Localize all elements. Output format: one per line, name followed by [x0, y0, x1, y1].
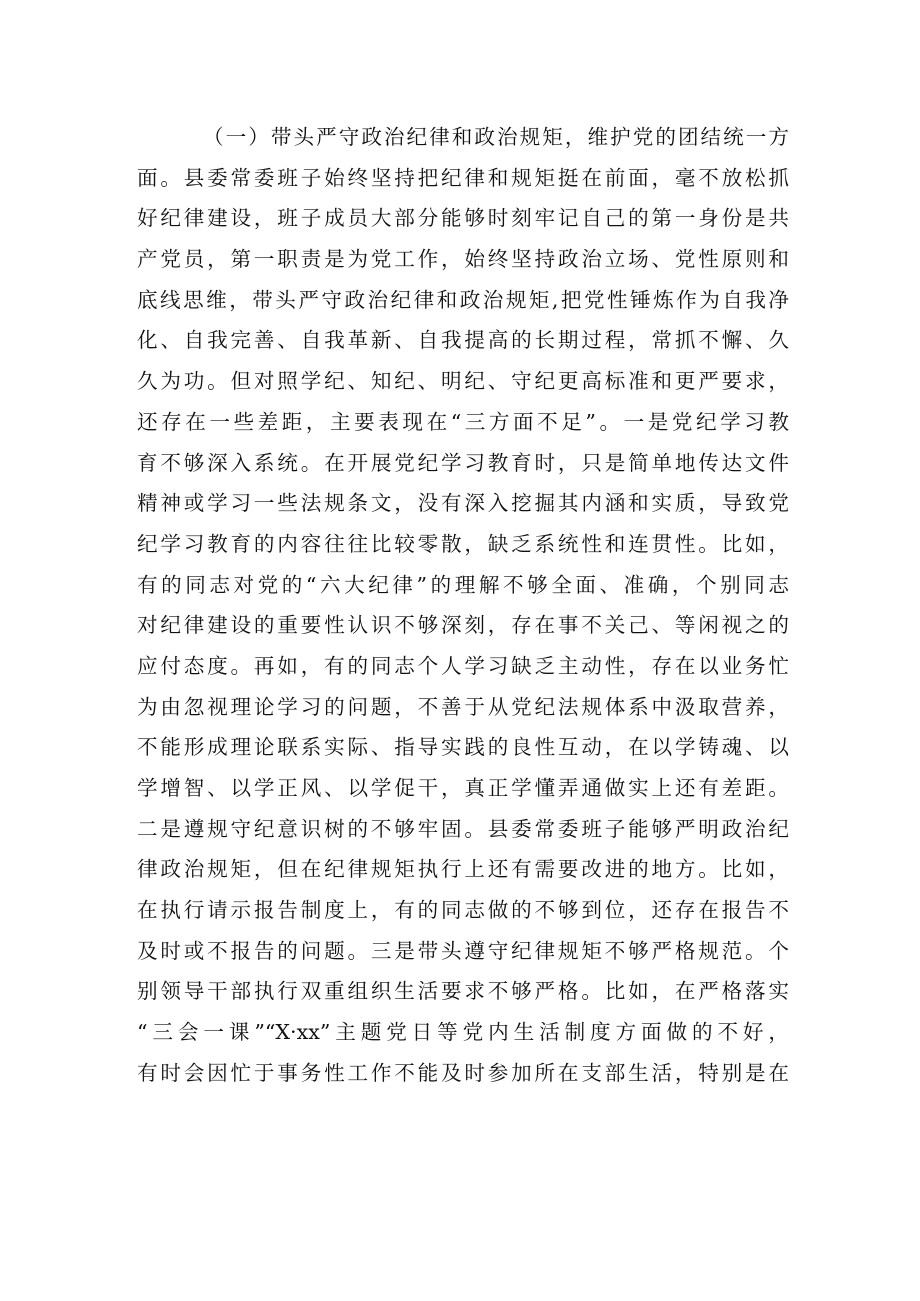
text-line: 律政治规矩，但在纪律规矩执行上还有需要改进的地方。比如，: [137, 857, 789, 882]
text-line: 应付态度。再如，有的同志个人学习缺乏主动性，存在以业务忙: [137, 653, 789, 678]
text-line: 精神或学习一些法规条文，没有深入挖掘其内涵和实质，导致党: [137, 491, 789, 516]
text-line: 对纪律建设的重要性认识不够深刻，存在事不关己、等闲视之的: [137, 613, 789, 638]
text-line: 底线思维，带头严守政治纪律和政治规矩,把党性锤炼作为自我净: [137, 287, 789, 312]
body-text: [137, 117, 789, 1094]
text-line: 产党员，第一职责是为党工作，始终坚持政治立场、党性原则和: [137, 247, 789, 272]
text-line: 久为功。但对照学纪、知纪、明纪、守纪更高标准和更严要求，: [137, 369, 789, 394]
text-line: 还存在一些差距，主要表现在“三方面不足”。一是党纪学习教: [137, 409, 789, 434]
text-line: 纪学习教育的内容往往比较零散，缺乏系统性和连贯性。比如，: [137, 531, 789, 556]
text-line: 面。县委常委班子始终坚持把纪律和规矩挺在前面，毫不放松抓: [137, 165, 789, 190]
text-line: 化、自我完善、自我革新、自我提高的长期过程，常抓不懈、久: [137, 328, 789, 353]
text-line: 育不够深入系统。在开展党纪学习教育时，只是简单地传达文件: [137, 450, 789, 475]
text-line: “三会一课”“X·xx”主题党日等党内生活制度方面做的不好，: [137, 1020, 789, 1045]
text-line: 及时或不报告的问题。三是带头遵守纪律规矩不够严格规范。个: [137, 938, 789, 963]
text-line: 别领导干部执行双重组织生活要求不够严格。比如，在严格落实: [137, 979, 789, 1004]
text-line: 好纪律建设，班子成员大部分能够时刻牢记自己的第一身份是共: [137, 206, 789, 231]
text-line: 二是遵规守纪意识树的不够牢固。县委常委班子能够严明政治纪: [137, 816, 789, 841]
text-line: （一）带头严守政治纪律和政治规矩，维护党的团结统一方: [203, 125, 789, 149]
text-line: 不能形成理论联系实际、指导实践的良性互动，在以学铸魂、以: [137, 735, 789, 760]
text-line: 为由忽视理论学习的问题，不善于从党纪法规体系中汲取营养，: [137, 694, 789, 719]
text-line: 有的同志对党的“六大纪律”的理解不够全面、准确，个别同志: [137, 572, 789, 597]
text-line: 学增智、以学正风、以学促干，真正学懂弄通做实上还有差距。: [137, 776, 789, 800]
text-line: 在执行请示报告制度上，有的同志做的不够到位，还存在报告不: [137, 898, 789, 923]
text-line: 有时会因忙于事务性工作不能及时参加所在支部生活，特别是在: [137, 1060, 789, 1085]
